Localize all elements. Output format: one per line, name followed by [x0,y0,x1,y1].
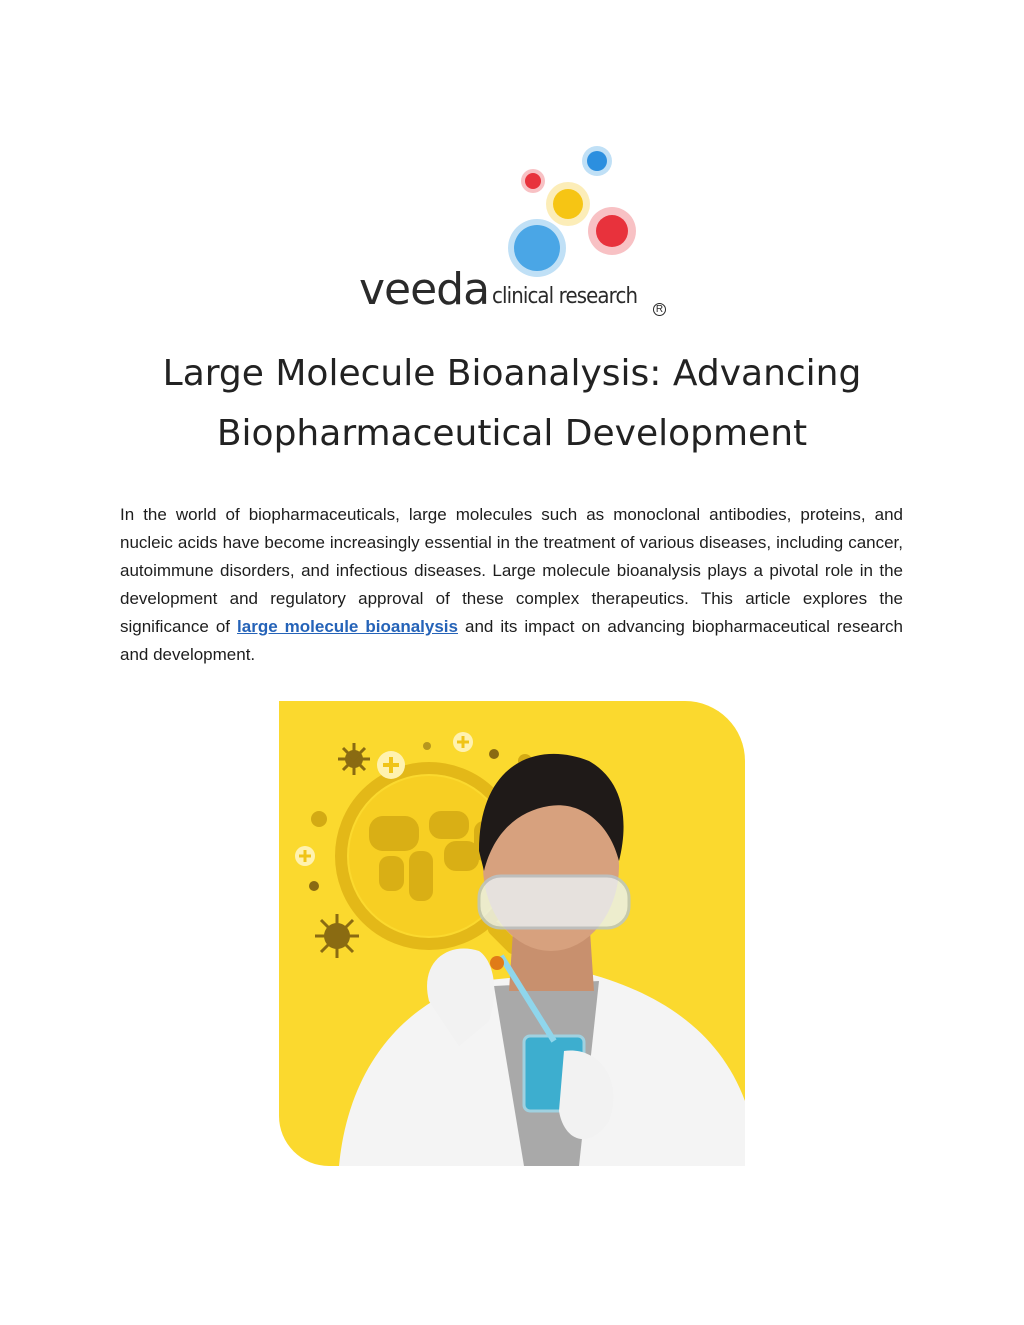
article-intro [120,501,903,669]
article-title: Large Molecule Bioanalysis: Advancing Biopharmaceutical Development [162,353,862,454]
registered-mark: R [653,303,666,316]
logo-brand: veeda [359,264,490,315]
logo-bubbles-icon [352,140,672,280]
intro-text-start: In the world of biopharmaceuticals, large molecules such as monoclonal antibodies, proteins, and nucleic acids have become increasingly essential in the treatment of various diseases, including cancer, autoimmune disorders, and infectious diseases. Large molecule bioanalysis plays a pivotal role in the development and regulatory approval of these complex therapeutics. This article explores the significance of [120,505,903,636]
intro-text-end: and its impact on advancing biopharmaceutical research and development. [120,617,904,664]
logo-tagline: clinical research [492,284,638,309]
scientist-illustration [279,701,745,1166]
veeda-logo [352,140,672,325]
large-molecule-bioanalysis-link[interactable]: large molecule bioanalysis [237,617,458,636]
